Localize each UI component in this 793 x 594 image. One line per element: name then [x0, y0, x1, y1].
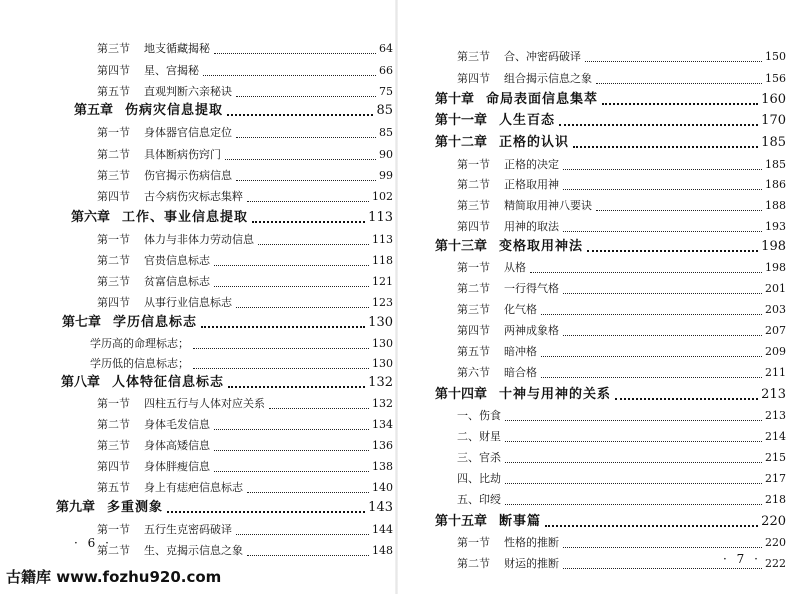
toc-entry-title: 学历信息标志 — [113, 315, 198, 330]
dot-leader — [214, 471, 369, 472]
toc-entry-title: 身体毛发信息 — [144, 418, 210, 431]
toc-entry-label: 第三节 — [97, 439, 130, 452]
toc-section-row — [97, 437, 393, 455]
toc-entry-title: 身体高矮信息 — [144, 439, 210, 452]
dot-leader — [167, 511, 365, 513]
toc-entry-label: 第四节 — [457, 72, 490, 85]
toc-chapter-row — [435, 112, 786, 130]
toc-section-row — [457, 364, 786, 382]
toc-entry-label: 第十三章 — [435, 239, 488, 254]
dot-leader — [225, 159, 376, 160]
toc-page-number: 201 — [765, 282, 786, 295]
toc-entry-title: 一、伤食 — [457, 409, 501, 422]
toc-entry-label: 第五节 — [457, 345, 490, 358]
toc-entry-title: 学历低的信息标志； — [90, 357, 189, 370]
toc-page-number: 66 — [379, 64, 393, 77]
toc-entry-label: 第四节 — [457, 220, 490, 233]
toc-page-number: 185 — [765, 158, 786, 171]
toc-entry-label: 第一节 — [97, 126, 130, 139]
toc-section-row — [97, 83, 393, 101]
toc-entry-title: 学历高的命理标志； — [90, 337, 189, 350]
toc-page-number: 156 — [765, 72, 786, 85]
toc-section-row — [97, 124, 393, 142]
toc-entry-title: 合、冲密码破译 — [504, 50, 581, 63]
dot-leader — [596, 83, 762, 84]
toc-section-row — [97, 479, 393, 497]
toc-entry-title: 星、宫揭秘 — [144, 64, 199, 77]
toc-entry-title: 四、比劫 — [457, 472, 501, 485]
toc-item-row — [457, 428, 786, 446]
toc-entry-title: 生、克揭示信息之象 — [144, 544, 243, 557]
dot-leader — [252, 221, 365, 223]
page-number-right: · 7 · — [723, 552, 761, 566]
toc-entry-title: 精简取用神八要诀 — [504, 199, 592, 212]
toc-page-number: 132 — [372, 397, 393, 410]
toc-section-row — [97, 416, 393, 434]
toc-page-number: 118 — [372, 254, 393, 267]
dot-leader — [505, 462, 762, 463]
toc-section-row — [97, 458, 393, 476]
toc-page-number: 198 — [761, 239, 786, 254]
dot-leader — [602, 103, 758, 105]
toc-section-row — [97, 273, 393, 291]
toc-section-row — [97, 521, 393, 539]
toc-page-number: 213 — [765, 409, 786, 422]
toc-entry-label: 第二节 — [97, 148, 130, 161]
toc-entry-label: 第二节 — [457, 178, 490, 191]
dot-leader — [505, 504, 762, 505]
toc-entry-label: 第四节 — [97, 64, 130, 77]
toc-entry-label: 第二节 — [97, 544, 130, 557]
toc-chapter-row — [435, 386, 786, 404]
toc-entry-label: 第七章 — [62, 315, 102, 330]
toc-section-row — [97, 188, 393, 206]
toc-item-row — [457, 470, 786, 488]
toc-chapter-row — [74, 102, 393, 120]
toc-page-number: 75 — [379, 85, 393, 98]
toc-entry-label: 第八章 — [61, 375, 101, 390]
toc-page-number: 203 — [765, 303, 786, 316]
dot-leader — [541, 356, 762, 357]
toc-section-row — [97, 231, 393, 249]
dot-leader — [573, 146, 758, 148]
toc-entry-title: 地支循藏揭秘 — [144, 42, 210, 55]
toc-page-number: 113 — [372, 233, 393, 246]
toc-entry-label: 第一节 — [457, 158, 490, 171]
toc-chapter-row — [435, 134, 786, 152]
toc-entry-label: 第四节 — [97, 296, 130, 309]
toc-entry-label: 第二节 — [457, 282, 490, 295]
toc-entry-label: 第三节 — [97, 42, 130, 55]
toc-page-number: 113 — [368, 210, 393, 225]
toc-entry-label: 第十四章 — [435, 387, 488, 402]
dot-leader — [596, 210, 762, 211]
toc-section-row — [97, 62, 393, 80]
toc-page-number: 85 — [376, 103, 393, 118]
toc-page-number: 138 — [372, 460, 393, 473]
dot-leader — [559, 124, 758, 126]
dot-leader — [563, 231, 762, 232]
toc-page-number: 144 — [372, 523, 393, 536]
toc-entry-title: 正格的决定 — [504, 158, 559, 171]
toc-entry-label: 第一节 — [97, 233, 130, 246]
dot-leader — [585, 61, 762, 62]
dot-leader — [258, 244, 369, 245]
dot-leader — [236, 180, 376, 181]
toc-item-row — [457, 449, 786, 467]
toc-page-number: 102 — [372, 190, 393, 203]
toc-entry-title: 二、财星 — [457, 430, 501, 443]
toc-entry-title: 贫富信息标志 — [144, 275, 210, 288]
dot-leader — [505, 420, 762, 421]
toc-entry-title: 五、印绶 — [457, 493, 501, 506]
toc-entry-label: 第一节 — [457, 536, 490, 549]
toc-section-row — [457, 534, 786, 552]
toc-page-number: 220 — [761, 514, 786, 529]
toc-chapter-row — [61, 374, 393, 392]
toc-entry-label: 第二节 — [457, 557, 490, 570]
toc-entry-title: 身体胖瘦信息 — [144, 460, 210, 473]
dot-leader — [193, 348, 369, 349]
toc-page-number: 185 — [761, 135, 786, 150]
dot-leader — [563, 335, 762, 336]
toc-entry-title: 体力与非体力劳动信息 — [144, 233, 254, 246]
toc-entry-title: 五行生克密码破译 — [144, 523, 232, 536]
toc-entry-title: 古今病伤灾标志集粹 — [144, 190, 243, 203]
toc-entry-title: 断事篇 — [499, 514, 542, 529]
toc-page-number: 188 — [765, 199, 786, 212]
toc-page-number: 136 — [372, 439, 393, 452]
toc-page-number: 121 — [372, 275, 393, 288]
toc-page-number: 99 — [379, 169, 393, 182]
toc-page-number: 211 — [765, 366, 786, 379]
toc-entry-label: 第四节 — [457, 324, 490, 337]
site-watermark — [6, 566, 221, 587]
toc-page-number: 134 — [372, 418, 393, 431]
dot-leader — [228, 386, 365, 388]
toc-section-row — [97, 40, 393, 58]
toc-section-row — [457, 176, 786, 194]
toc-entry-label: 第三节 — [97, 275, 130, 288]
toc-entry-title: 十神与用神的关系 — [499, 387, 612, 402]
toc-section-row — [457, 343, 786, 361]
toc-entry-title: 化气格 — [504, 303, 537, 316]
toc-entry-label: 第三节 — [457, 199, 490, 212]
toc-page-number: 218 — [765, 493, 786, 506]
dot-leader — [247, 492, 369, 493]
toc-entry-title: 两神成象格 — [504, 324, 559, 337]
toc-entry-title: 性格的推断 — [504, 536, 559, 549]
toc-section-row — [457, 70, 786, 88]
toc-page-number: 160 — [761, 92, 786, 107]
toc-entry-label: 第四节 — [97, 190, 130, 203]
dot-leader — [563, 568, 762, 569]
toc-page-number: 222 — [765, 557, 786, 570]
right-page — [397, 0, 793, 594]
toc-entry-label: 第十章 — [435, 92, 475, 107]
toc-entry-title: 变格取用神法 — [499, 239, 584, 254]
toc-section-row — [97, 395, 393, 413]
toc-entry-title: 用神的取法 — [504, 220, 559, 233]
toc-page-number: 150 — [765, 50, 786, 63]
toc-entry-label: 第九章 — [56, 500, 96, 515]
dot-leader — [563, 293, 762, 294]
toc-entry-label: 第四节 — [97, 460, 130, 473]
toc-page-number: 85 — [379, 126, 393, 139]
watermark-url: www.fozhu920.com — [56, 568, 222, 586]
toc-page-number: 130 — [368, 315, 393, 330]
toc-page-number: 209 — [765, 345, 786, 358]
toc-section-row — [97, 167, 393, 185]
toc-entry-label: 第三节 — [457, 50, 490, 63]
toc-entry-label: 第五节 — [97, 481, 130, 494]
toc-entry-title: 命局表面信息集萃 — [486, 92, 599, 107]
toc-chapter-row — [435, 238, 786, 256]
dot-leader — [236, 534, 369, 535]
toc-entry-title: 四柱五行与人体对应关系 — [144, 397, 265, 410]
dot-leader — [203, 75, 376, 76]
toc-page-number: 207 — [765, 324, 786, 337]
toc-entry-label: 第五章 — [74, 103, 114, 118]
toc-page-number: 130 — [372, 357, 393, 370]
watermark-text: 古籍库 — [6, 568, 52, 586]
page-number-left: · 6 · — [74, 536, 112, 550]
toc-chapter-row — [435, 513, 786, 531]
toc-section-row — [97, 146, 393, 164]
toc-item-row — [457, 491, 786, 509]
toc-entry-label: 第二节 — [97, 418, 130, 431]
toc-item-row — [90, 355, 393, 373]
dot-leader — [214, 265, 369, 266]
toc-section-row — [457, 218, 786, 236]
toc-page-number: 130 — [372, 337, 393, 350]
dot-leader — [615, 398, 758, 400]
toc-entry-label: 第五节 — [97, 85, 130, 98]
toc-entry-label: 第三节 — [97, 169, 130, 182]
toc-item-row — [90, 335, 393, 353]
toc-page-number: 213 — [761, 387, 786, 402]
toc-entry-title: 暗冲格 — [504, 345, 537, 358]
toc-entry-title: 财运的推断 — [504, 557, 559, 570]
toc-entry-title: 多重测象 — [107, 500, 164, 515]
toc-page-number: 143 — [368, 500, 393, 515]
toc-page-number: 140 — [372, 481, 393, 494]
toc-entry-title: 组合揭示信息之象 — [504, 72, 592, 85]
toc-entry-label: 第十二章 — [435, 135, 488, 150]
dot-leader — [563, 169, 762, 170]
toc-chapter-row — [71, 209, 393, 227]
toc-entry-title: 正格的认识 — [499, 135, 570, 150]
toc-page-number: 198 — [765, 261, 786, 274]
toc-page-number: 193 — [765, 220, 786, 233]
dot-leader — [214, 286, 369, 287]
toc-page-number: 214 — [765, 430, 786, 443]
toc-entry-title: 暗合格 — [504, 366, 537, 379]
toc-section-row — [97, 294, 393, 312]
toc-section-row — [457, 322, 786, 340]
toc-page-number: 132 — [368, 375, 393, 390]
toc-chapter-row — [62, 314, 393, 332]
toc-entry-label: 第二节 — [97, 254, 130, 267]
toc-entry-title: 伤官揭示伤病信息 — [144, 169, 232, 182]
dot-leader — [236, 137, 376, 138]
dot-leader — [236, 307, 369, 308]
dot-leader — [269, 408, 369, 409]
toc-entry-label: 第十五章 — [435, 514, 488, 529]
dot-leader — [236, 96, 376, 97]
toc-entry-title: 具体断病伤窍门 — [144, 148, 221, 161]
dot-leader — [247, 555, 369, 556]
toc-entry-title: 人体特征信息标志 — [112, 375, 225, 390]
toc-entry-title: 正格取用神 — [504, 178, 559, 191]
toc-entry-label: 第一节 — [97, 523, 130, 536]
toc-entry-title: 三、官杀 — [457, 451, 501, 464]
toc-page-number: 123 — [372, 296, 393, 309]
toc-entry-title: 直观判断六亲秘诀 — [144, 85, 232, 98]
toc-page-number: 90 — [379, 148, 393, 161]
toc-section-row — [97, 542, 393, 560]
dot-leader — [541, 377, 762, 378]
toc-page-number: 186 — [765, 178, 786, 191]
dot-leader — [563, 189, 762, 190]
dot-leader — [505, 441, 762, 442]
toc-entry-title: 一行得气格 — [504, 282, 559, 295]
dot-leader — [587, 250, 758, 252]
toc-entry-title: 从格 — [504, 261, 526, 274]
toc-page-number: 170 — [761, 113, 786, 128]
toc-entry-title: 官贵信息标志 — [144, 254, 210, 267]
toc-entry-label: 第一节 — [457, 261, 490, 274]
dot-leader — [214, 429, 369, 430]
dot-leader — [214, 53, 376, 54]
toc-entry-title: 人生百态 — [499, 113, 556, 128]
dot-leader — [530, 272, 762, 273]
toc-section-row — [457, 301, 786, 319]
toc-entry-title: 从事行业信息标志 — [144, 296, 232, 309]
dot-leader — [563, 547, 762, 548]
dot-leader — [193, 368, 369, 369]
toc-page-number: 215 — [765, 451, 786, 464]
toc-entry-label: 第六章 — [71, 210, 111, 225]
dot-leader — [227, 114, 373, 116]
dot-leader — [545, 525, 758, 527]
toc-entry-label: 第三节 — [457, 303, 490, 316]
dot-leader — [247, 201, 369, 202]
toc-chapter-row — [56, 499, 393, 517]
toc-entry-label: 第十一章 — [435, 113, 488, 128]
toc-entry-title: 身体器官信息定位 — [144, 126, 232, 139]
toc-entry-title: 身上有痣疤信息标志 — [144, 481, 243, 494]
toc-page-number: 217 — [765, 472, 786, 485]
dot-leader — [505, 483, 762, 484]
toc-page-number: 64 — [379, 42, 393, 55]
toc-page-number: 220 — [765, 536, 786, 549]
toc-entry-label: 第六节 — [457, 366, 490, 379]
toc-item-row — [457, 407, 786, 425]
toc-section-row — [457, 48, 786, 66]
toc-entry-title: 伤病灾信息提取 — [125, 103, 224, 118]
toc-page-number: 148 — [372, 544, 393, 557]
dot-leader — [541, 314, 762, 315]
toc-section-row — [97, 252, 393, 270]
toc-section-row — [457, 197, 786, 215]
toc-entry-label: 第一节 — [97, 397, 130, 410]
toc-entry-title: 工作、事业信息提取 — [122, 210, 249, 225]
toc-section-row — [457, 259, 786, 277]
dot-leader — [214, 450, 369, 451]
dot-leader — [201, 326, 365, 328]
toc-chapter-row — [435, 91, 786, 109]
toc-section-row — [457, 280, 786, 298]
toc-section-row — [457, 156, 786, 174]
